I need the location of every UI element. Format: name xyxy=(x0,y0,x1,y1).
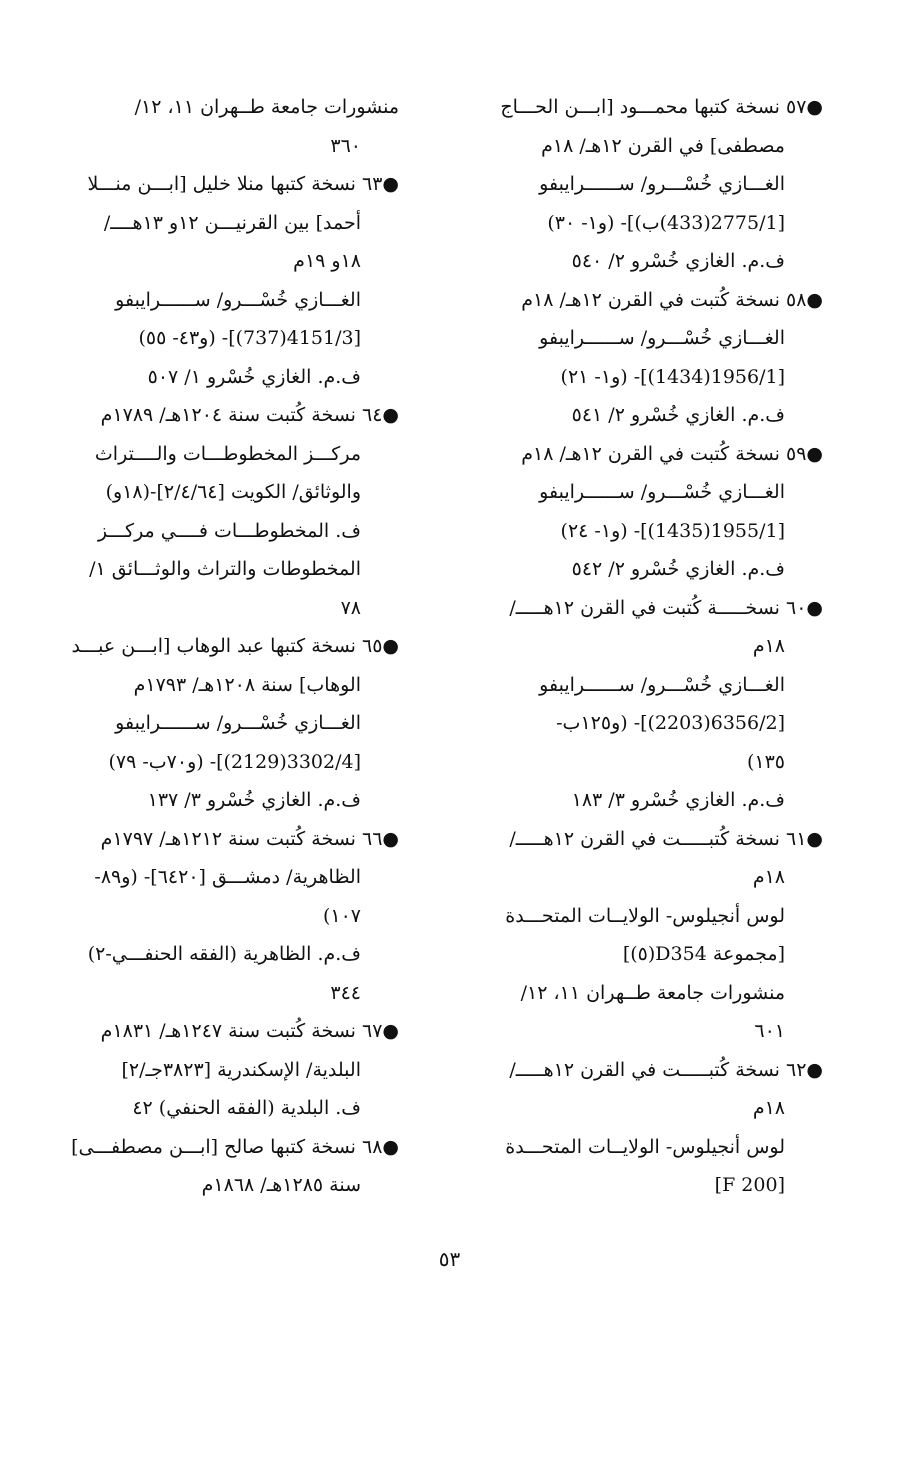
entry-line: مركـــز المخطوطـــات والــــتراث xyxy=(94,442,361,465)
entry-line: ١٣٥) xyxy=(746,750,785,773)
entry-line: الظاهرية/ دمشـــق [٦٤٢٠]- (و٨٩- xyxy=(94,866,361,888)
entry-line: الغـــازي خُسْـــرو/ ســــــرايبفو xyxy=(115,712,361,734)
entry-line: ف. المخطوطـــات فــــي مركـــز xyxy=(97,519,361,542)
entry-line: ١٨م xyxy=(752,866,785,888)
entry-line: ف. البلدية (الفقه الحنفي) ٤٢ xyxy=(132,1097,361,1119)
entry-line: [1956/1(1434)]- (و١- ٢١) xyxy=(560,365,785,388)
entry-line: ●٦٦ نسخة كُتبت سنة ١٢١٢هـ/ ١٧٩٧م xyxy=(100,827,399,850)
entry-line: منشورات جامعة طــهران ١١، ١٢/ xyxy=(520,981,785,1004)
entry-line: الغـــازي خُسْـــرو/ ســــــرايبفو xyxy=(115,288,361,311)
entry-line: مصطفى] في القرن ١٢هـ/ ١٨م xyxy=(541,134,785,157)
catalog-entry xyxy=(87,820,399,1013)
entry-line: والوثائق/ الكويت [٢/٤/٦٤]-(١٨و) xyxy=(105,481,361,503)
entry-line: منشورات جامعة طــهران ١١، ١٢/ xyxy=(134,96,399,118)
entry-line: المخطوطات والتراث والوثـــائق ١/ xyxy=(89,558,361,580)
left-column xyxy=(71,88,399,1205)
catalog-entry xyxy=(478,435,823,589)
entry-line: ٦٠١ xyxy=(754,1020,785,1042)
entry-line: الغـــازي خُسْـــرو/ ســــــرايبفو xyxy=(539,173,785,195)
entry-line: [4151/3(737)]- (و٤٣- ٥٥) xyxy=(138,327,361,349)
entry-line: ف.م. الغازي خُسْرو ٣/ ١٣٧ xyxy=(147,789,361,811)
entry-line: [2775/1(433)ب)]- (و١- ٣٠) xyxy=(547,211,785,234)
entry-line: ٧٨ xyxy=(340,596,361,619)
entry-line: ف.م. الغازي خُسْرو ١/ ٥٠٧ xyxy=(147,365,361,388)
entry-line: ●٦٣ نسخة كتبها منلا خليل [ابـــن منـــلا xyxy=(87,173,399,195)
entry-line: ●٥٩ نسخة كُتبت في القرن ١٢هـ/ ١٨م xyxy=(521,442,823,465)
entry-line: ف.م. الغازي خُسْرو ٢/ ٥٤١ xyxy=(571,404,785,426)
entry-line: ●٦٥ نسخة كتبها عبد الوهاب [ابـــن عبـــد xyxy=(71,635,399,657)
entry-line: الغـــازي خُسْـــرو/ ســــــرايبفو xyxy=(539,481,785,503)
entry-line: الغـــازي خُسْـــرو/ ســــــرايبفو xyxy=(539,673,785,696)
catalog-entry xyxy=(478,589,823,820)
entry-line: ●٥٨ نسخة كُتبت في القرن ١٢هـ/ ١٨م xyxy=(521,288,823,311)
entry-line: لوس أنجيلوس- الولايــات المتحـــدة xyxy=(505,1135,785,1158)
entry-line: ●٦٧ نسخة كُتبت سنة ١٢٤٧هـ/ ١٨٣١م xyxy=(100,1020,399,1042)
entry-line: ف.م. الغازي خُسْرو ٢/ ٥٤٠ xyxy=(571,250,785,272)
catalog-entry xyxy=(99,88,399,165)
catalog-entry xyxy=(87,165,399,396)
entry-line: ●٦١ نسخة كُتبـــــت في القرن ١٢هـــــ/ xyxy=(509,827,823,850)
entry-line: ف.م. الغازي خُسْرو ٣/ ١٨٣ xyxy=(571,789,785,811)
entry-line: ١٠٧) xyxy=(322,904,361,927)
entry-line: [6356/2(2203)]- (و١٢٥ب- xyxy=(556,712,785,734)
entry-line: ●٦٠ نسخـــــة كُتبت في القرن ١٢هـــــ/ xyxy=(509,596,823,619)
catalog-entry xyxy=(478,281,823,435)
entry-line: [3302/4(2129)]- (و٧٠ب- ٧٩) xyxy=(108,750,361,773)
entry-line: ٣٤٤ xyxy=(330,981,361,1004)
entry-line: ●٥٧ نسخة كتبها محمـــود [ابـــن الحـــاج xyxy=(500,96,823,118)
entry-line: ●٦٨ نسخة كتبها صالح [ابـــن مصطفـــى] xyxy=(71,1135,399,1158)
catalog-entry xyxy=(71,627,399,820)
catalog-entry xyxy=(478,88,823,281)
right-column xyxy=(478,88,823,1205)
entry-line: ●٦٤ نسخة كُتبت سنة ١٢٠٤هـ/ ١٧٨٩م xyxy=(100,404,399,426)
entry-line: ●٦٢ نسخة كُتبـــــت في القرن ١٢هـــــ/ xyxy=(509,1058,823,1081)
entry-line: ١٨م xyxy=(752,635,785,657)
entry-line: ف.م. الظاهرية (الفقه الحنفـــي-٢) xyxy=(87,943,361,965)
catalog-entry xyxy=(99,1012,399,1128)
entry-line: الوهاب] سنة ١٢٠٨هـ/ ١٧٩٣م xyxy=(133,673,361,696)
entry-line: [1955/1(1435)]- (و١- ٢٤) xyxy=(560,519,785,542)
entry-line: سنة ١٢٨٥هـ/ ١٨٦٨م xyxy=(201,1174,361,1196)
page-number: ٥٣ xyxy=(438,1247,461,1271)
entry-line: ف.م. الغازي خُسْرو ٢/ ٥٤٢ xyxy=(571,558,785,580)
catalog-entry xyxy=(71,1128,399,1205)
entry-line: [مجموعة D354(٥)] xyxy=(622,943,785,965)
entry-line: لوس أنجيلوس- الولايــات المتحـــدة xyxy=(505,904,785,927)
entry-line: [F 200] xyxy=(714,1174,785,1196)
entry-line: البلدية/ الإسكندرية [٣٨٢٣جـ/٢] xyxy=(121,1058,361,1081)
catalog-entry xyxy=(478,820,823,1051)
entry-line: الغـــازي خُسْـــرو/ ســــــرايبفو xyxy=(539,327,785,349)
entry-line: ٣٦٠ xyxy=(330,134,361,157)
catalog-entry xyxy=(89,396,399,627)
catalog-entry xyxy=(478,1051,823,1205)
entry-line: ١٨م xyxy=(752,1097,785,1119)
entry-line: ١٨و ١٩م xyxy=(293,250,361,272)
entry-line: أحمد] بين القرنيـــن ١٢و ١٣هــــ/ xyxy=(103,211,361,234)
